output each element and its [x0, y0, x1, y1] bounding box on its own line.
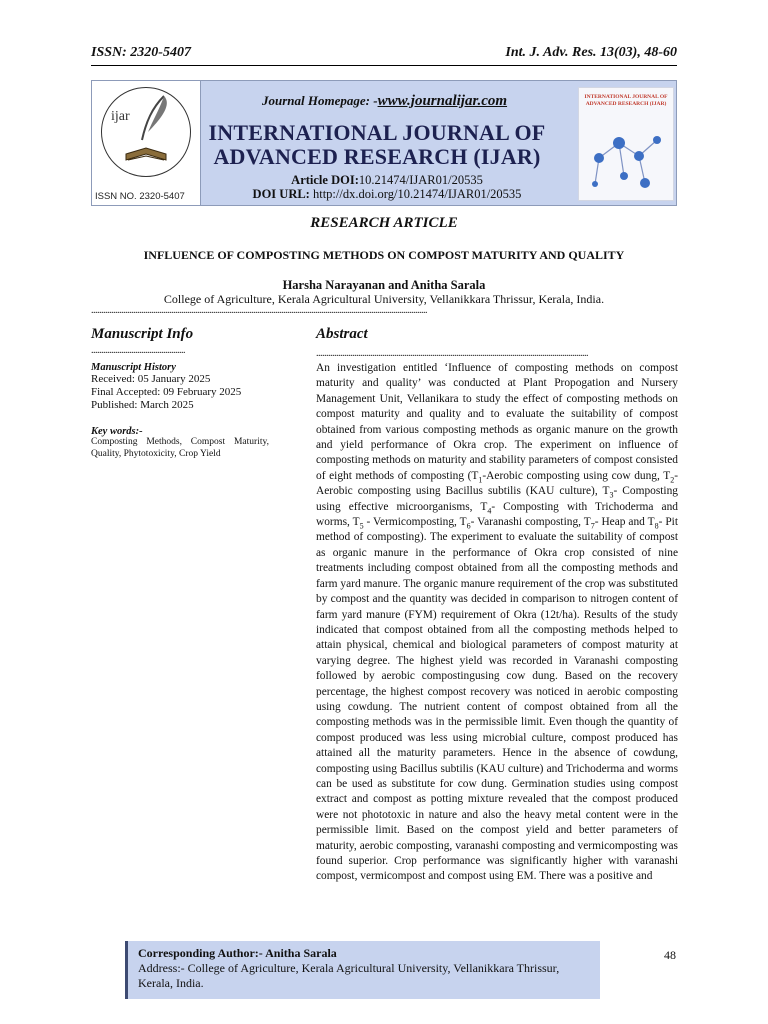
homepage-link[interactable]: www.journalijar.com: [377, 93, 508, 109]
manuscript-info-heading: Manuscript Info: [91, 326, 194, 342]
manuscript-info: [91, 326, 269, 460]
dotted-divider: ........................................................................................................................................................................: [91, 307, 427, 315]
keywords-title: Key words:-: [91, 426, 143, 437]
authors: Harsha Narayanan and Anitha Sarala: [282, 278, 486, 292]
corresponding-author: Corresponding Author:- Anitha Sarala: [138, 946, 337, 960]
running-head: [91, 45, 677, 66]
citation-header: Int. J. Adv. Res. 13(03), 48-60: [505, 45, 677, 60]
accepted-date: Final Accepted: 09 February 2025: [91, 386, 242, 398]
doi-url-link[interactable]: http://dx.doi.org/10.21474/IJAR01/20535: [312, 187, 522, 201]
logo-wordmark: ijar: [111, 109, 130, 124]
journal-banner: [91, 80, 677, 206]
journal-logo: [92, 81, 201, 205]
journal-title: [202, 121, 552, 169]
cover-title: INTERNATIONAL JOURNAL OF ADVANCED RESEARCH (IJAR): [584, 94, 668, 107]
molecule-icon: [579, 88, 673, 200]
doi-label: Article DOI:: [291, 173, 359, 187]
quill-book-icon: [102, 88, 190, 176]
page-number: 48: [664, 948, 676, 962]
issn-header: ISSN: 2320-5407: [91, 45, 191, 60]
journal-title-line-1: INTERNATIONAL JOURNAL OF: [208, 120, 546, 145]
corresponding-address: Address:- College of Agriculture, Kerala Agricultural University, Vellanikkara Thrissur, Kerala, India.: [138, 961, 560, 990]
paper-title: INFLUENCE OF COMPOSTING METHODS ON COMPOST MATURITY AND QUALITY: [143, 248, 625, 262]
dotted-divider-abstract: ........................................................................................................................................: [316, 348, 588, 357]
doi-url-label: DOI URL:: [252, 187, 310, 201]
abstract-text: An investigation entitled ‘Influence of composting methods on compost maturity and quality’ was conducted at Plant Propogation and Nursery Management Unit, Vellanikara to study the effect of composting methods on compost maturity and quality and to evaluate the suitability of compost obtained from various composting methods as organic manure on the growth and yield performance of Okra crop. The experiment on influence of composting methods on maturity and stability parameters of compost consisted of eight methods of composting ($T_1$-Aerobic composting using cow dung, $T_2-$ Aerobic composting using Bacillus subtilis (KAU culture), $T_3-$ Composting using effective microorganisms, $T_4-$ Composting with Trichoderma and worms, $T_5$ - Vermicomposting, $T_6-$ Varanashi composting, $T_7-$ Heap and $T_8-$ Pit method of composting). The experiment to evaluate the suitability of compost as organic manure in the performance of Okra crop consisted of nine treatments including compost obtained from all the composting methods and farm yard manure. The organic manure requirement of the crop was substituted by compost and the quantity was decided in comparison to nitrogen content of farm yard manure (FYM) requirement of Okra (12t/ha). Results of the study indicated that compost obtained from all the composting methods helped to attain physical, chemical and biological parameters of compost maturity at varying degree. The highest yield was recorded in Varanashi composting followed by aerobic compostingusing cow dung. Based on the recovery percentage, the highest compost recovery was noticed in aerobic composting using cowdung. The nutrient content of compost obtained from all the composting methods was in the permissible limit. Even though the quantity of compost produced was less using microbial culture, compost produced has attained all the maturity parameters. Hence in the absence of cowdung, composting using Bacillus subtilis (KAU culture) and Trichoderma and worms can be used as substitute for cow dung. Germination studies using compost extract and compost as potting mixture revealed that the compost produced were not phototoxic in nature and also the heavy metal content were in the permissible limit. Based on the compost yield and better parameters of maturity, aerobic composting, varanashi composting and vermicomposting was found superior. Crop performance was significantly higher with varanashi compost, vermicompost and compost using EM. There was a positive and: [316, 362, 678, 883]
article-type: RESEARCH ARTICLE: [310, 215, 458, 231]
article-doi: [242, 173, 532, 187]
doi-value: 10.21474/IJAR01/20535: [358, 173, 483, 187]
issn-badge: ISSN NO. 2320-5407: [95, 191, 185, 202]
published-date: Published: March 2025: [91, 399, 194, 411]
abstract-heading: Abstract: [316, 326, 368, 342]
received-date: Received: 05 January 2025: [91, 373, 211, 385]
affiliation: College of Agriculture, Kerala Agricultural University, Vellanikkara Thrissur, Kerala, India.: [163, 292, 605, 306]
dotted-divider-short: ...............................................: [91, 345, 185, 356]
journal-cover-thumbnail: [578, 87, 674, 201]
keywords: Composting Methods, Compost Maturity, Quality, Phytotoxicity, Crop Yield: [91, 437, 269, 459]
manuscript-history-title: Manuscript History: [91, 362, 176, 373]
homepage-label: Journal Homepage: -: [262, 93, 378, 108]
corresponding-author-box: [125, 941, 600, 999]
doi-url: [242, 187, 532, 201]
journal-homepage: [262, 93, 507, 110]
journal-title-line-2: ADVANCED RESEARCH (IJAR): [213, 144, 541, 169]
logo-circle: [101, 87, 191, 177]
